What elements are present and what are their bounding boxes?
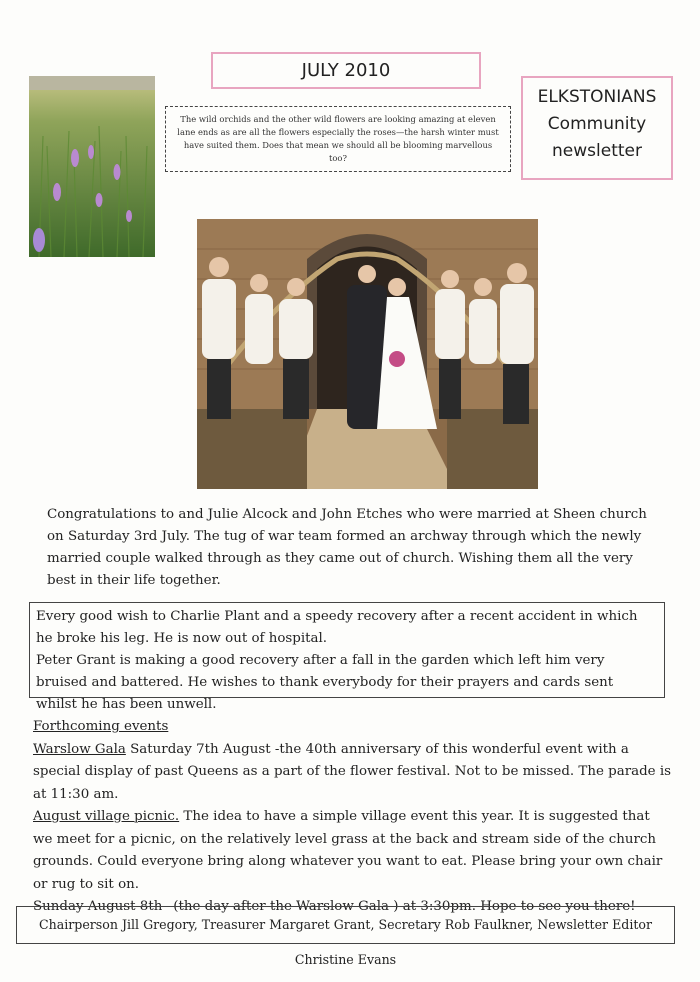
get-well-box [29, 602, 665, 712]
title-line-1: ELKSTONIANS [537, 87, 657, 107]
title-line-2: Community [547, 114, 647, 134]
peter-grant-wish: Peter Grant is making a good recovery after a fall in the garden which left him very bruised and battered. He wishes to thank everybody for their prayers and cards sent whilst he has been unwell. [36, 653, 614, 712]
congratulations-paragraph: Congratulations to and Julie Alcock and John Etches who were married at Sheen church on Saturday 3rd July. The tug of war team formed an archway through which the newly married couple walked through as they came out of church. Wishing them all the very best in their life together. [47, 507, 647, 588]
intro-note [165, 106, 511, 172]
newsletter-title [521, 76, 673, 180]
village-picnic-item [33, 806, 673, 896]
committee-footer: Chairperson Jill Gregory, Treasurer Margaret Grant, Secretary Rob Faulkner, Newsletter Editor Christine Evans [16, 906, 675, 944]
events-heading: Forthcoming events [33, 719, 169, 734]
warslow-gala-title: Warslow Gala [33, 741, 126, 757]
forthcoming-events [33, 716, 673, 919]
wedding-photo [197, 219, 538, 489]
intro-text: The wild orchids and the other wild flowers are looking amazing at eleven lane ends as are all the flowers especially the roses—the harsh winter must have suited them. Does that mean we should all be blooming marvellous too? [177, 114, 499, 163]
village-picnic-text: The idea to have a simple village event this year. It is suggested that we meet for a picnic, on the relatively level grass at the back and stream side of the church grounds. Could everyone bring along whatever you want to eat. Please bring your own chair or rug to sit on. [33, 809, 663, 892]
newsletter-date: JULY 2010 [211, 52, 481, 89]
title-line-3: newsletter [552, 141, 642, 161]
village-picnic-title: August village picnic. [33, 809, 180, 824]
warslow-gala-item [33, 739, 673, 807]
wild-orchid-photo [29, 76, 155, 257]
warslow-gala-text: Saturday 7th August -the 40th anniversary of this wonderful event with a special display of past Queens as a part of the flower festival. Not to be missed. The parade is at 11:30 am. [33, 741, 671, 802]
village-picnic-date: Sunday August 8th –(the day after the Warslow Gala ) at 3:30pm. Hope to see you there! [33, 899, 636, 914]
charlie-plant-wish: Every good wish to Charlie Plant and a speedy recovery after a recent accident in which he broke his leg. He is now out of hospital. [36, 609, 638, 646]
